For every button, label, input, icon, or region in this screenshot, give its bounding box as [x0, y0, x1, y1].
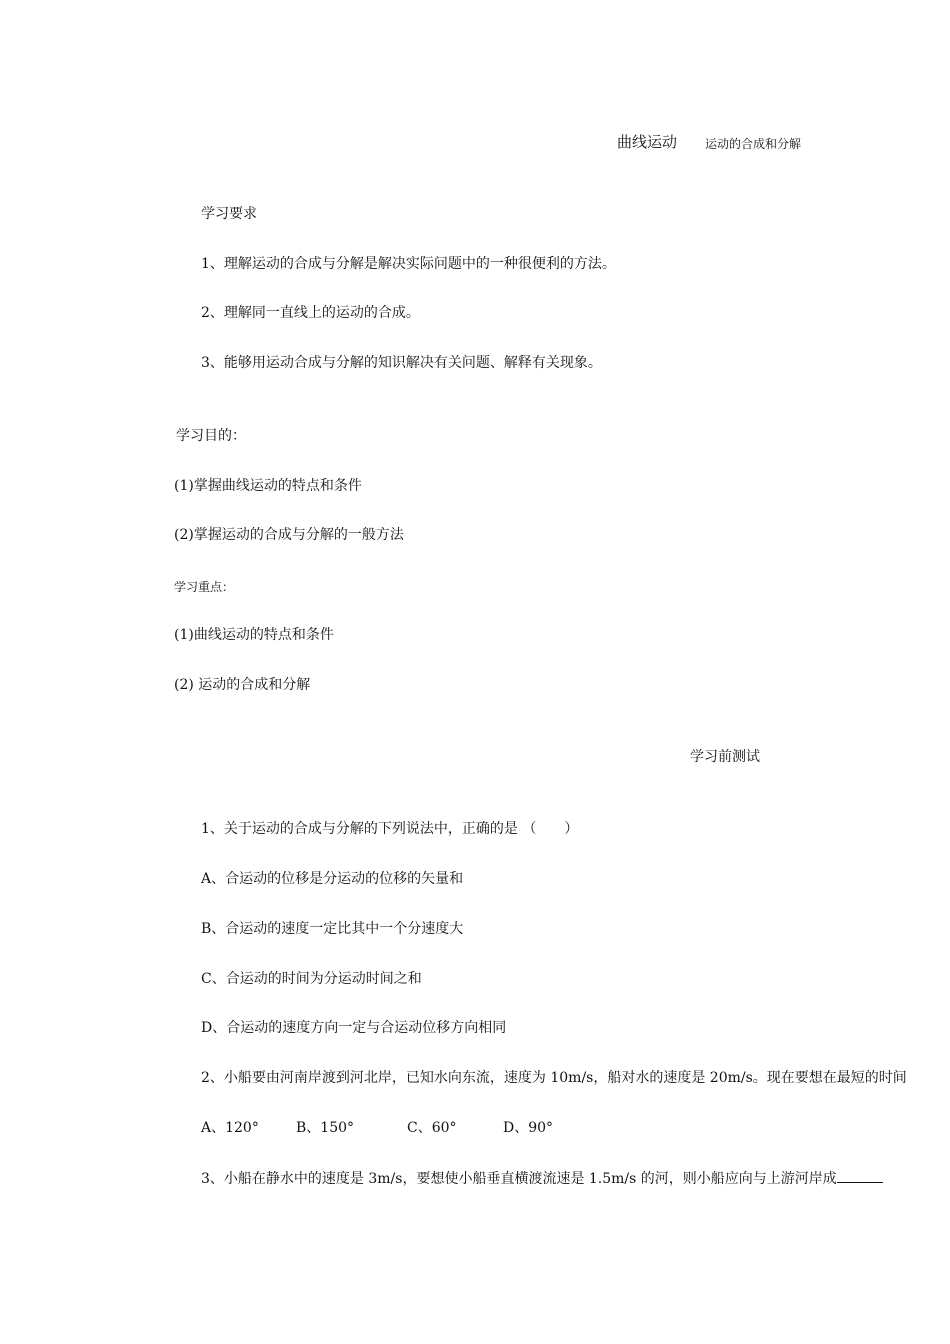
answer-blank[interactable] — [837, 1168, 883, 1183]
q2-option-a: A、120° — [201, 1120, 259, 1136]
focus-heading: 学习重点： — [174, 580, 235, 594]
q3-stem: 3、小船在静水中的速度是 3m/s，要想使小船垂直横渡流速是 1.5m/s 的河，则小船应向与上游河岸成 — [201, 1171, 837, 1187]
goal-item-2: (2)掌握运动的合成与分解的一般方法 — [174, 527, 404, 543]
q3-line — [201, 1168, 883, 1188]
q2-option-c: C、60° — [407, 1120, 457, 1136]
q1-option-b: B、合运动的速度一定比其中一个分速度大 — [201, 921, 464, 937]
q1-option-d: D、合运动的速度方向一定与合运动位移方向相同 — [201, 1020, 507, 1036]
requirement-item-3: 3、能够用运动合成与分解的知识解决有关问题、解释有关现象。 — [201, 355, 602, 371]
pretest-heading: 学习前测试 — [690, 749, 760, 765]
requirements-heading: 学习要求 — [201, 206, 257, 222]
q2-option-b: B、150° — [296, 1120, 355, 1136]
q1-option-a: A、合运动的位移是分运动的位移的矢量和 — [201, 871, 464, 887]
goal-item-1: (1)掌握曲线运动的特点和条件 — [174, 478, 362, 494]
q2-option-d: D、90° — [503, 1120, 554, 1136]
q1-stem: 1、关于运动的合成与分解的下列说法中，正确的是 （ ） — [201, 821, 579, 837]
goals-heading: 学习目的： — [176, 428, 246, 444]
q1-option-c: C、合运动的时间为分运动时间之和 — [201, 971, 422, 987]
requirement-item-1: 1、理解运动的合成与分解是解决实际问题中的一种很便利的方法。 — [201, 256, 616, 272]
focus-item-1: (1)曲线运动的特点和条件 — [174, 627, 334, 643]
requirement-item-2: 2、理解同一直线上的运动的合成。 — [201, 305, 420, 321]
section-title: 运动的合成和分解 — [705, 137, 802, 151]
chapter-title: 曲线运动 — [617, 133, 678, 151]
q2-stem: 2、小船要由河南岸渡到河北岸，已知水向东流，速度为 10m/s，船对水的速度是 20m/s。现在要想在最短的时间 — [201, 1070, 907, 1086]
focus-item-2: (2) 运动的合成和分解 — [174, 677, 311, 693]
